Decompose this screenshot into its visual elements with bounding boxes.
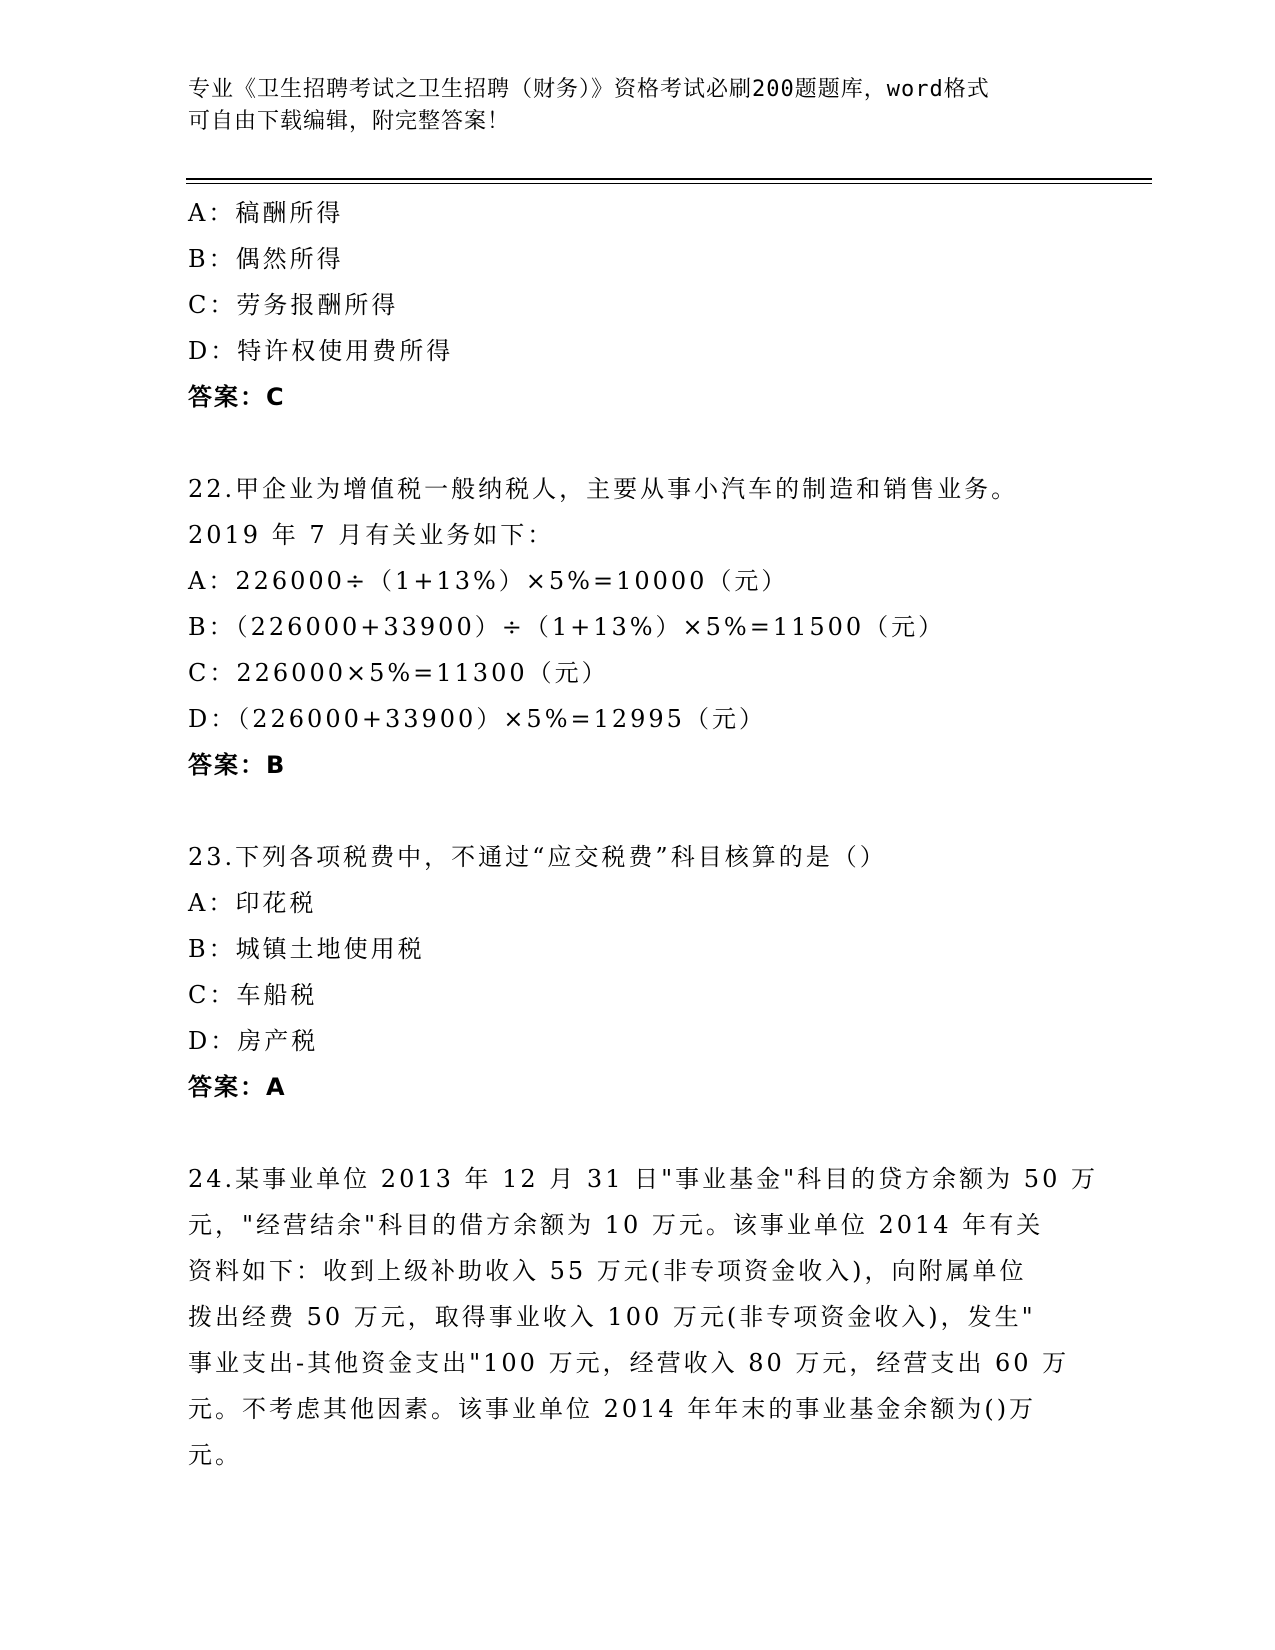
option-d: D：房产税 [188, 1027, 319, 1055]
question-22 [188, 466, 1088, 788]
option-a: A：226000÷（1+13%）×5%=10000（元） [188, 567, 789, 595]
spacer [188, 788, 1088, 834]
question-stem-line: 元。不考虑其他因素。该事业单位 2014 年年末的事业基金余额为()万 [188, 1395, 1037, 1423]
question-21 [188, 190, 1088, 420]
header-title-line-2: 可自由下载编辑，附完整答案！ [188, 109, 511, 134]
question-stem-line: 元，"经营结余"科目的借方余额为 10 万元。该事业单位 2014 年有关 [188, 1211, 1044, 1239]
spacer [188, 420, 1088, 466]
answer-line: 答案：C [188, 383, 286, 411]
header-divider-thick [186, 178, 1152, 180]
question-stem: 23.下列各项税费中，不通过“应交税费”科目核算的是（） [188, 843, 887, 871]
question-stem-line: 事业支出-其他资金支出"100 万元，经营收入 80 万元，经营支出 60 万 [188, 1349, 1070, 1377]
answer-line: 答案：B [188, 751, 287, 779]
option-d: D：（226000+33900）×5%=12995（元） [188, 705, 766, 733]
header-divider-thin [186, 183, 1152, 184]
option-a: A：印花税 [188, 889, 317, 917]
question-stem-cont: 2019 年 7 月有关业务如下： [188, 521, 555, 549]
option-d: D：特许权使用费所得 [188, 337, 454, 365]
question-stem: 22.甲企业为增值税一般纳税人，主要从事小汽车的制造和销售业务。 [188, 475, 1019, 503]
option-b: B：城镇土地使用税 [188, 935, 425, 963]
option-c: C：226000×5%=11300（元） [188, 659, 609, 687]
question-stem-line: 拨出经费 50 万元，取得事业收入 100 万元(非专项资金收入)，发生" [188, 1303, 1036, 1331]
option-c: C：劳务报酬所得 [188, 291, 399, 319]
option-a: A：稿酬所得 [188, 199, 344, 227]
document-header [188, 74, 1088, 138]
spacer [188, 1110, 1088, 1156]
question-stem-line: 24.某事业单位 2013 年 12 月 31 日"事业基金"科目的贷方余额为 50 万 [188, 1165, 1098, 1193]
option-c: C：车船税 [188, 981, 318, 1009]
header-title-line-1: 专业《卫生招聘考试之卫生招聘（财务）》资格考试必刷200题题库，word格式 [188, 77, 990, 102]
option-b: B：偶然所得 [188, 245, 344, 273]
question-24 [188, 1156, 1098, 1478]
option-b: B：（226000+33900）÷（1+13%）×5%=11500（元） [188, 613, 946, 641]
question-23 [188, 834, 1088, 1110]
answer-line: 答案：A [188, 1073, 287, 1101]
question-stem-line: 元。 [188, 1441, 242, 1469]
document-body [188, 190, 1098, 1478]
question-stem-line: 资料如下：收到上级补助收入 55 万元(非专项资金收入)，向附属单位 [188, 1257, 1027, 1285]
